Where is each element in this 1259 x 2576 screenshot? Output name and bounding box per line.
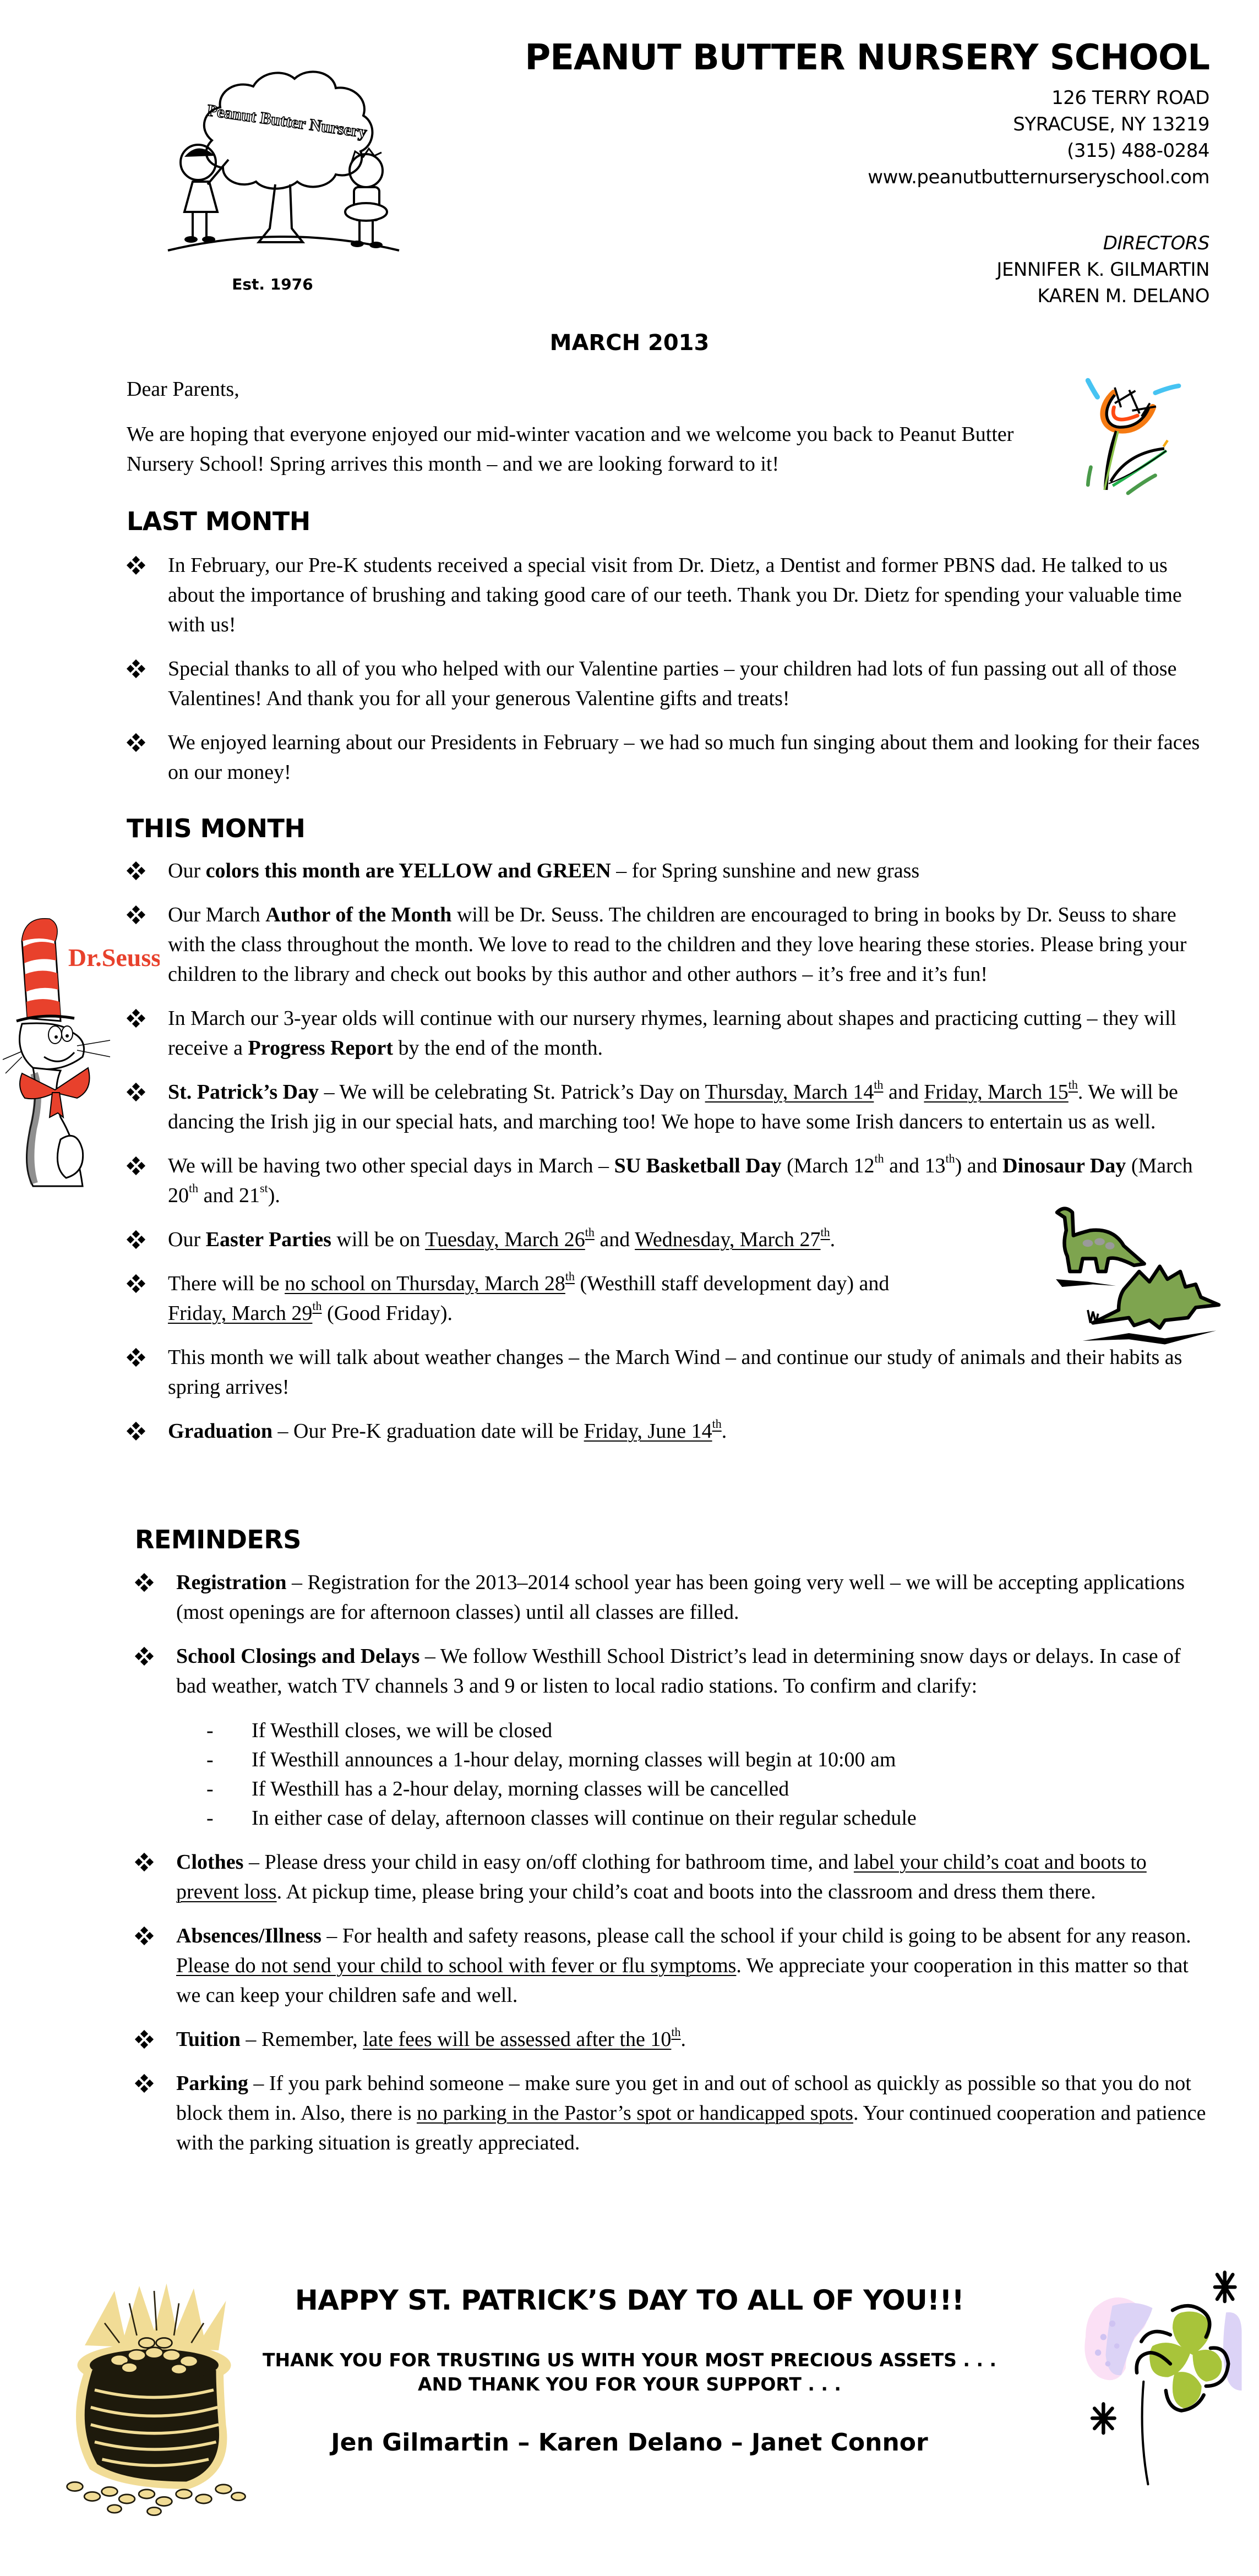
diamond-bullet-icon (136, 1648, 152, 1664)
bullet-text (168, 1346, 1182, 1399)
director-name: JENNIFER K. GILMARTIN (996, 259, 1209, 281)
diamond-bullet-icon (136, 1574, 152, 1591)
diamond-bullet-icon (128, 1423, 144, 1439)
this-month-list (127, 856, 1206, 1460)
bold-text: Easter Parties (205, 1228, 331, 1251)
svg-text:Dr.Seuss: Dr.Seuss (68, 943, 160, 972)
phone-number: (315) 488-0284 (1067, 140, 1209, 162)
bullet-text (168, 1007, 1176, 1060)
text-run: In February, our Pre-K students received a special visit from Dr. Dietz, a Dentist and former PBNS dad. He talked to us about the importance of brushing and taking good care of our teeth. Thank you Dr. Dietz for spending your valuable time with us! (168, 554, 1182, 636)
bullet-text (168, 1269, 890, 1325)
svg-text:Peanut Butter Nursery: Peanut Butter Nursery (206, 101, 368, 142)
street-address: 126 TERRY ROAD (1051, 87, 1209, 110)
signers: Jen Gilmartin – Karen Delano – Janet Connor (331, 2428, 928, 2457)
address-block (525, 85, 1209, 190)
bullet-item (135, 1847, 1214, 1907)
underlined-text: th (312, 1299, 322, 1313)
text-run: . We appreciate your cooperation in this matter so that we can keep your children safe and well. (176, 1954, 1189, 2007)
section-heading-this-month: THIS MONTH (127, 814, 306, 843)
bold-text: Dinosaur Day (1002, 1154, 1126, 1177)
bold-text: School Closings and Delays (176, 1645, 420, 1668)
text-run: – We will be celebrating St. Patrick’s Day on (319, 1080, 705, 1104)
bold-text: St. Patrick’s Day (168, 1080, 319, 1104)
underlined-text: late fees will be assessed after the 10 (363, 2028, 672, 2051)
text-run: ). (268, 1184, 280, 1207)
school-name: PEANUT BUTTER NURSERY SCHOOL (525, 37, 1209, 78)
bullet-text (168, 903, 1186, 986)
last-month-list (127, 550, 1206, 801)
text-run: We will be having two other special days in March – (168, 1154, 614, 1177)
text-run: – For health and safety reasons, please call the school if your child is going to be absent for any reason. (321, 1924, 1191, 1947)
sub-bullet-text: In either case of delay, afternoon classes will continue on their regular schedule (252, 1807, 917, 1830)
ordinal-suffix: th (189, 1181, 199, 1195)
text-run: ) and (955, 1154, 1003, 1177)
school-info (525, 39, 1209, 309)
director-name: KAREN M. DELANO (1037, 285, 1209, 308)
diamond-bullet-icon (128, 557, 144, 574)
thank-you-line: THANK YOU FOR TRUSTING US WITH YOUR MOST PRECIOUS ASSETS . . . (262, 2349, 997, 2371)
text-run: Special thanks to all of you who helped with our Valentine parties – your children had lots of fun passing out all of those Valentines! And thank you for all your generous Valentine gifts and treats! (168, 657, 1177, 710)
bullet-text (168, 657, 1176, 710)
peanut-butter-nursery-logo-icon (146, 47, 416, 267)
text-run: We enjoyed learning about our Presidents in February – we had so much fun singing about them and looking for their faces on our money! (168, 731, 1200, 784)
bullet-text (176, 1924, 1191, 2007)
bold-text: Registration (176, 1571, 287, 1594)
bullet-item (135, 2024, 1214, 2054)
bullet-item (127, 1416, 1206, 1446)
diamond-bullet-icon (136, 2031, 152, 2048)
bullet-text (168, 731, 1200, 784)
bullet-item (127, 1003, 1206, 1063)
bullet-item (135, 1921, 1214, 2010)
text-run: . At pickup time, please bring your child’s coat and boots into the classroom and dress them there. (276, 1880, 1096, 1903)
bold-text: SU Basketball Day (614, 1154, 782, 1177)
underlined-text: no school on Thursday, March 28 (285, 1272, 565, 1295)
text-run: will be on (331, 1228, 426, 1251)
text-run: by the end of the month. (393, 1036, 603, 1060)
sub-bullet-item (206, 1716, 1214, 1745)
underlined-text: Wednesday, March 27 (635, 1228, 821, 1251)
sub-bullet-item (206, 1745, 1214, 1775)
ordinal-suffix: st (260, 1181, 268, 1195)
dinosaurs-icon (1038, 1194, 1230, 1349)
bold-text: Progress Report (248, 1036, 394, 1060)
bullet-text (168, 859, 919, 882)
established-year: Est. 1976 (232, 275, 313, 293)
underlined-text: Friday, March 15 (924, 1080, 1069, 1104)
tulip-icon (1057, 352, 1189, 512)
sub-bullet-text: If Westhill closes, we will be closed (252, 1719, 553, 1742)
text-run: and 21 (198, 1184, 260, 1207)
bold-text: Tuition (176, 2028, 241, 2051)
text-run: – Please dress your child in easy on/off clothing for bathroom time, and (243, 1851, 854, 1874)
text-run: – Remember, (240, 2028, 363, 2051)
underlined-text: label your child’s coat and boots to prevent loss (176, 1851, 1147, 1903)
text-run: and (594, 1228, 635, 1251)
text-run: (March 12 (781, 1154, 875, 1177)
diamond-bullet-icon (128, 1275, 144, 1292)
bullet-item (127, 654, 1206, 713)
bullet-item (127, 1342, 1206, 1402)
underlined-text: Thursday, March 14 (705, 1080, 874, 1104)
diamond-bullet-icon (128, 863, 144, 879)
bullet-text (168, 1080, 1178, 1133)
bold-text: Author of the Month (265, 903, 452, 926)
city-state-zip: SYRACUSE, NY 13219 (1013, 113, 1209, 136)
text-run: Our (168, 859, 206, 882)
bullet-item (127, 550, 1206, 640)
underlined-text: Tuesday, March 26 (425, 1228, 585, 1251)
underlined-text: th (874, 1078, 884, 1091)
text-run: . (721, 1420, 727, 1443)
shamrock-icon (1046, 2257, 1259, 2515)
underlined-text: Friday, March 29 (168, 1302, 313, 1325)
thank-you-line: AND THANK YOU FOR YOUR SUPPORT . . . (418, 2373, 841, 2395)
bullet-text (168, 554, 1182, 636)
dash-bullet-icon: - (206, 1719, 214, 1742)
text-run: (Good Friday). (321, 1302, 453, 1325)
newsletter-title: MARCH 2013 (549, 330, 710, 356)
text-run: and (883, 1080, 924, 1104)
reminders-list (135, 1568, 1214, 2172)
bold-text: Clothes (176, 1851, 244, 1874)
diamond-bullet-icon (128, 1349, 144, 1366)
text-run: (March 20 (168, 1154, 1193, 1207)
bullet-item (127, 856, 1206, 886)
underlined-text: th (820, 1225, 830, 1239)
bullet-item (127, 1077, 1206, 1137)
underlined-text: th (565, 1269, 575, 1283)
diamond-bullet-icon (128, 1231, 144, 1248)
text-run: In March our 3-year olds will continue with our nursery rhymes, learning about shapes and practicing cutting – they will receive a (168, 1007, 1176, 1060)
sub-bullet-text: If Westhill announces a 1-hour delay, morning classes will begin at 10:00 am (252, 1748, 896, 1771)
bullet-text (168, 1417, 727, 1443)
closing-rules-list (206, 1716, 1214, 1833)
dash-bullet-icon: - (206, 1807, 214, 1830)
bullet-text (176, 2025, 686, 2051)
directors-label: DIRECTORS (1103, 232, 1209, 255)
bullet-item (135, 1568, 1214, 1627)
underlined-text: Friday, June 14 (584, 1420, 712, 1443)
st-patricks-greeting: HAPPY ST. PATRICK’S DAY TO ALL OF YOU!!! (295, 2284, 964, 2316)
underlined-text: Please do not send your child to school with fever or flu symptoms (176, 1954, 737, 1977)
ordinal-suffix: th (874, 1151, 884, 1165)
sub-bullet-item (206, 1775, 1214, 1804)
bullet-item (135, 1641, 1214, 1833)
text-run: Our (168, 1228, 206, 1251)
bullet-text (168, 1225, 836, 1251)
text-run: – We follow Westhill School District’s lead in determining snow days or delays. In case of bad weather, watch TV channels 3 and 9 or listen to local radio stations. To confirm and clarify: (176, 1645, 1181, 1698)
underlined-text: th (712, 1417, 722, 1431)
bullet-item (127, 728, 1206, 787)
text-run: . We will be dancing the Irish jig in our special hats, and marching too! We hope to have some Irish dancers to entertain us as well. (168, 1080, 1178, 1133)
bold-text: Parking (176, 2072, 248, 2095)
text-run: and 13 (884, 1154, 946, 1177)
directors-block (525, 230, 1209, 309)
text-run: Our March (168, 903, 266, 926)
bullet-text (176, 1645, 1181, 1698)
diamond-bullet-icon (136, 1854, 152, 1870)
underlined-text: th (671, 2025, 681, 2039)
sub-bullet-item (206, 1804, 1214, 1833)
diamond-bullet-icon (128, 661, 144, 677)
dash-bullet-icon: - (206, 1777, 214, 1800)
underlined-text: th (1068, 1078, 1078, 1091)
section-heading-reminders: REMINDERS (135, 1525, 301, 1554)
bullet-item (127, 900, 1206, 989)
text-run: – If you park behind someone – make sure you get in and out of school as quickly as possible so that you do not block them in. Also, there is (176, 2072, 1191, 2125)
bullet-text (176, 2072, 1206, 2154)
bold-text: colors this month are YELLOW and GREEN (205, 859, 611, 882)
text-run: This month we will talk about weather changes – the March Wind – and continue our study of animals and their habits as spring arrives! (168, 1346, 1182, 1399)
section-heading-last-month: LAST MONTH (127, 506, 310, 536)
website-link[interactable]: www.peanutbutternurseryschool.com (868, 166, 1209, 189)
diamond-bullet-icon (136, 1928, 152, 1944)
text-run: (Westhill staff development day) and (574, 1272, 890, 1295)
bold-text: Absences/Illness (176, 1924, 321, 1947)
bullet-text (176, 1571, 1185, 1624)
text-run: . Your continued cooperation and patience with the parking situation is greatly appreciated. (176, 2102, 1206, 2154)
salutation: Dear Parents, (127, 378, 239, 401)
bullet-item (135, 2069, 1214, 2158)
text-run: will be Dr. Seuss. The children are encouraged to bring in books by Dr. Seuss to share with the class throughout the month. We love to read to the children and they love hearing these stories. Please bring your children to the library and check out books by this author and other authors – it’s free and it’s fun! (168, 903, 1187, 986)
dash-bullet-icon: - (206, 1748, 214, 1771)
text-run: There will be (168, 1272, 285, 1295)
intro-paragraph: We are hoping that everyone enjoyed our mid-winter vacation and we welcome you back to Peanut Butter Nursery School! Spring arrives this month – and we are looking forward to it! (127, 423, 1014, 476)
bold-text: Graduation (168, 1420, 273, 1443)
underlined-text: no parking in the Pastor’s spot or handicapped spots (416, 2102, 853, 2125)
underlined-text: th (585, 1225, 595, 1239)
sub-bullet-text: If Westhill has a 2-hour delay, morning classes will be cancelled (252, 1777, 789, 1800)
text-run: – Our Pre-K graduation date will be (272, 1420, 584, 1443)
text-run: . (680, 2028, 686, 2051)
bullet-text (176, 1851, 1147, 1903)
ordinal-suffix: th (945, 1151, 955, 1165)
text-run: – for Spring sunshine and new grass (611, 859, 920, 882)
text-run: . (830, 1228, 836, 1251)
cat-in-the-hat-icon (0, 908, 160, 1189)
text-run: – Registration for the 2013–2014 school year has been going very well – we will be accepting applications (most openings are for afternoon classes) until all classes are filled. (176, 1571, 1185, 1624)
diamond-bullet-icon (128, 734, 144, 751)
diamond-bullet-icon (136, 2075, 152, 2092)
